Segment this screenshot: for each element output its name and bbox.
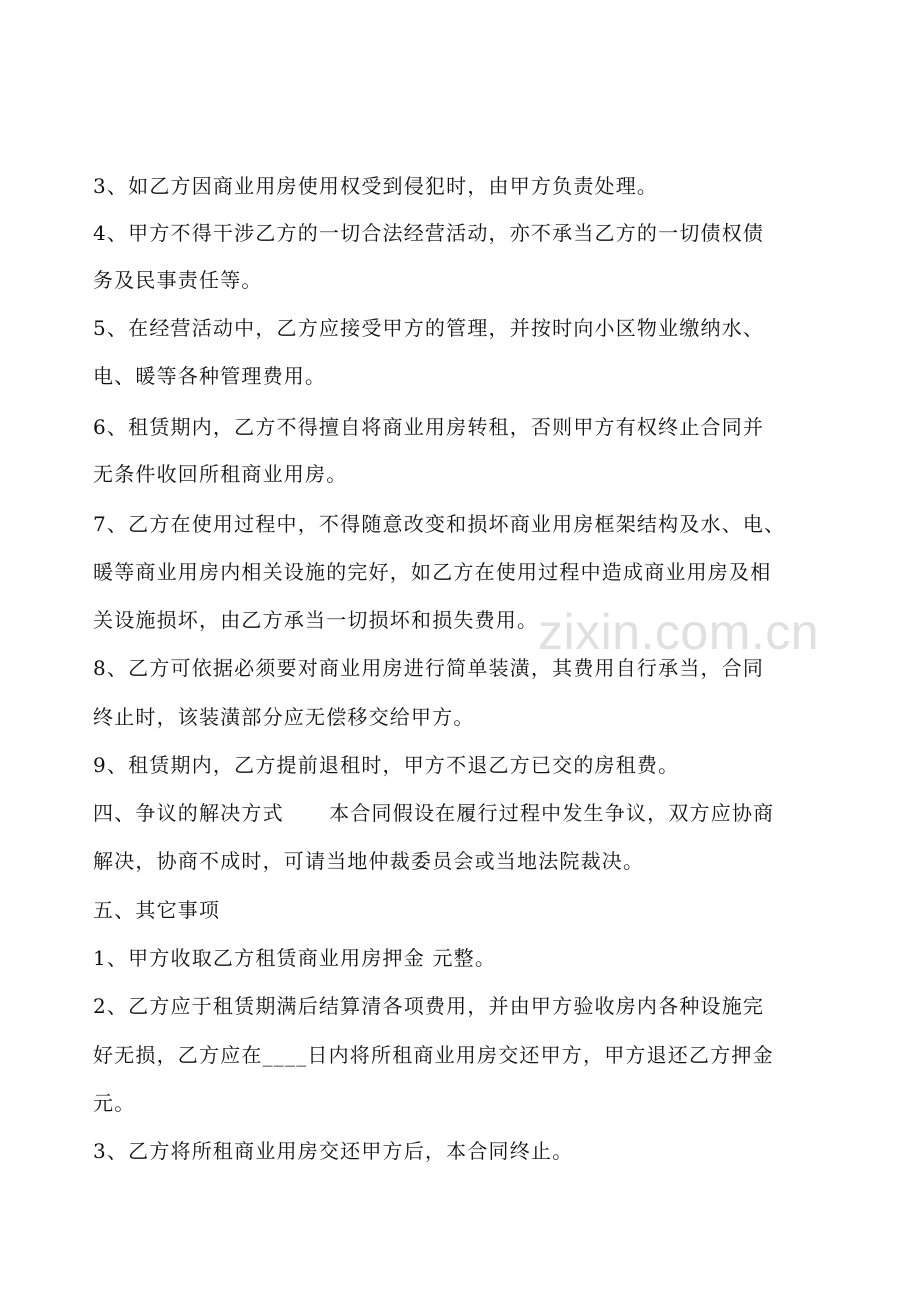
line-16: 五、其它事项 [93,898,221,922]
line-18: 2、乙方应于租赁期满后结算清各项费用，并由甲方验收房内各种设施完 [93,994,765,1018]
line-20: 元。 [93,1091,136,1115]
line-5: 电、暖等各种管理费用。 [93,364,327,388]
line-3: 务及民事责任等。 [93,268,263,292]
line-4: 5、在经营活动中，乙方应接受甲方的管理，并按时向小区物业缴纳水、 [93,316,765,340]
line-21: 3、乙方将所租商业用房交还甲方后，本合同终止。 [93,1139,574,1163]
line-12: 终止时，该装潢部分应无偿移交给甲方。 [93,705,475,729]
watermark: zixin.com.cn [538,604,820,660]
line-15: 解决，协商不成时，可请当地仲裁委员会或当地法院裁决。 [93,849,645,873]
line-2: 4、甲方不得干涉乙方的一切合法经营活动，亦不承当乙方的一切债权债 [93,221,765,245]
line-8: 7、乙方在使用过程中，不得随意改变和损坏商业用房框架结构及水、电、 [93,512,786,536]
line-19: 好无损，乙方应在____日内将所租商业用房交还甲方，甲方退还乙方押金 [93,1043,774,1067]
line-14: 四、争议的解决方式 本合同假设在履行过程中发生争议，双方应协商 [93,801,775,825]
line-13: 9、租赁期内，乙方提前退租时，甲方不退乙方已交的房租费。 [93,753,680,777]
line-17: 1、甲方收取乙方租赁商业用房押金 元整。 [93,946,497,970]
line-9: 暖等商业用房内相关设施的完好，如乙方在使用过程中造成商业用房及相 [93,560,772,584]
line-11: 8、乙方可依据必须要对商业用房进行简单装潢，其费用自行承当，合同 [93,656,765,680]
line-6: 6、租赁期内，乙方不得擅自将商业用房转租，否则甲方有权终止合同并 [93,415,765,439]
line-7: 无条件收回所租商业用房。 [93,462,348,486]
line-10: 关设施损坏，由乙方承当一切损坏和损失费用。 [93,608,539,632]
line-1: 3、如乙方因商业用房使用权受到侵犯时，由甲方负责处理。 [93,174,659,198]
